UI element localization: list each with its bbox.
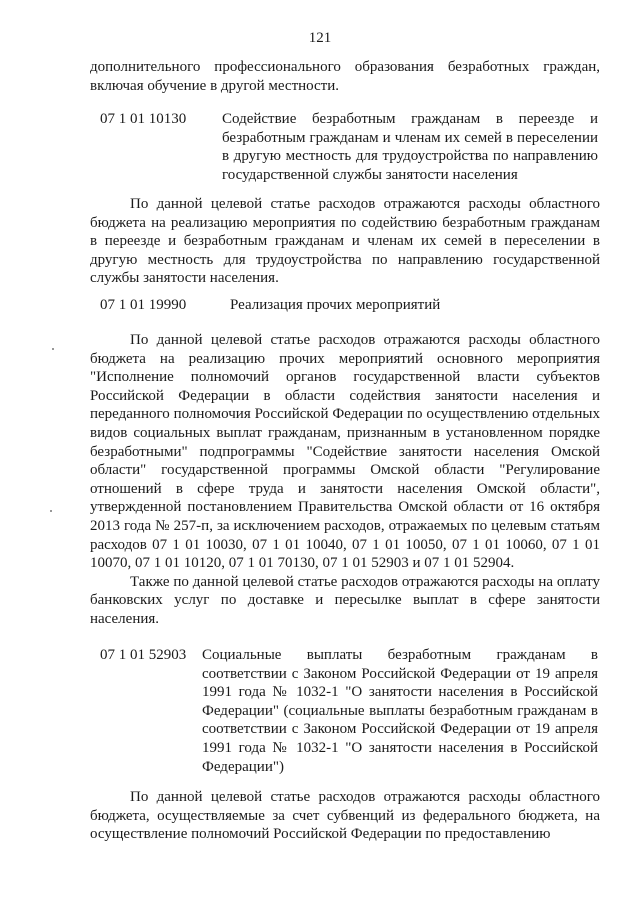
scan-mark — [50, 510, 52, 512]
page-number: 121 — [308, 30, 332, 46]
scan-mark — [52, 348, 54, 350]
section-title-19990: Реализация прочих мероприятий — [230, 297, 441, 313]
section-body-10130 — [90, 195, 600, 288]
intro-continuation — [90, 58, 600, 95]
section-paragraph: Также по данной целевой статье расходов отражаются расходы на оплату банковских услуг по доставке и пересылке выплат в сфере занятости населения. — [90, 573, 600, 627]
intro-paragraph: дополнительного профессионального образования безработных граждан, включая обучение в другой местности. — [90, 59, 600, 94]
section-body-52903 — [90, 788, 600, 844]
section-paragraph: По данной целевой статье расходов отражаются расходы областного бюджета, осуществляемые за счет субвенций из федерального бюджета, на осуществление полномочий Российской Федерации по предоставлению — [90, 789, 600, 843]
section-title-10130: Содействие безработным гражданам в переезде и безработным гражданам и членам их семей в переселении в другую местность для трудоустройства по направлению государственной службы занятости населения — [222, 111, 598, 183]
section-paragraph: По данной целевой статье расходов отражаются расходы областного бюджета на реализацию прочих мероприятий основного мероприятия "Исполнение полномочий органов государственной власти субъектов Российской Федерации в области содействия занятости населения и переданного полномочия Российской Федерации по осуществлению отдельных видов социальных выплат гражданам, признанным в установленном порядке безработными" подпрограммы "Содействие занятости населения Омской области" государственной программы Омской области "Регулирование отношений в сфере труда и занятости населения Омской области", утвержденной постановлением Правительства Омской области от 16 октября 2013 года № 257-п, за исключением расходов, отражаемых по целевым статьям расходов 07 1 01 10030, 07 1 01 10040, 07 1 01 10050, 07 1 01 10060, 07 1 01 10070, 07 1 01 10120, 07 1 01 70130, 07 1 01 52903 и 07 1 01 52904. — [90, 332, 600, 572]
section-body-19990 — [90, 331, 600, 629]
section-code-19990: 07 1 01 19990 — [100, 297, 187, 313]
section-code-10130: 07 1 01 10130 — [100, 111, 187, 127]
section-paragraph: По данной целевой статье расходов отражаются расходы областного бюджета на реализацию мероприятия по содействию безработным гражданам в переезде и безработным гражданам и членам их семей в переселении в другую местность для трудоустройства по направлению государственной службы занятости населения. — [90, 196, 600, 287]
section-title-52903: Социальные выплаты безработным гражданам в соответствии с Законом Российской Федерации от 19 апреля 1991 года № 1032-1 "О занятости населения в Российской Федерации" (социальные выплаты безработным гражданам в соответствии с Законом Российской Федерации от 19 апреля 1991 года № 1032-1 "О занятости населения в Российской Федерации") — [202, 647, 598, 775]
section-code-52903: 07 1 01 52903 — [100, 647, 187, 663]
